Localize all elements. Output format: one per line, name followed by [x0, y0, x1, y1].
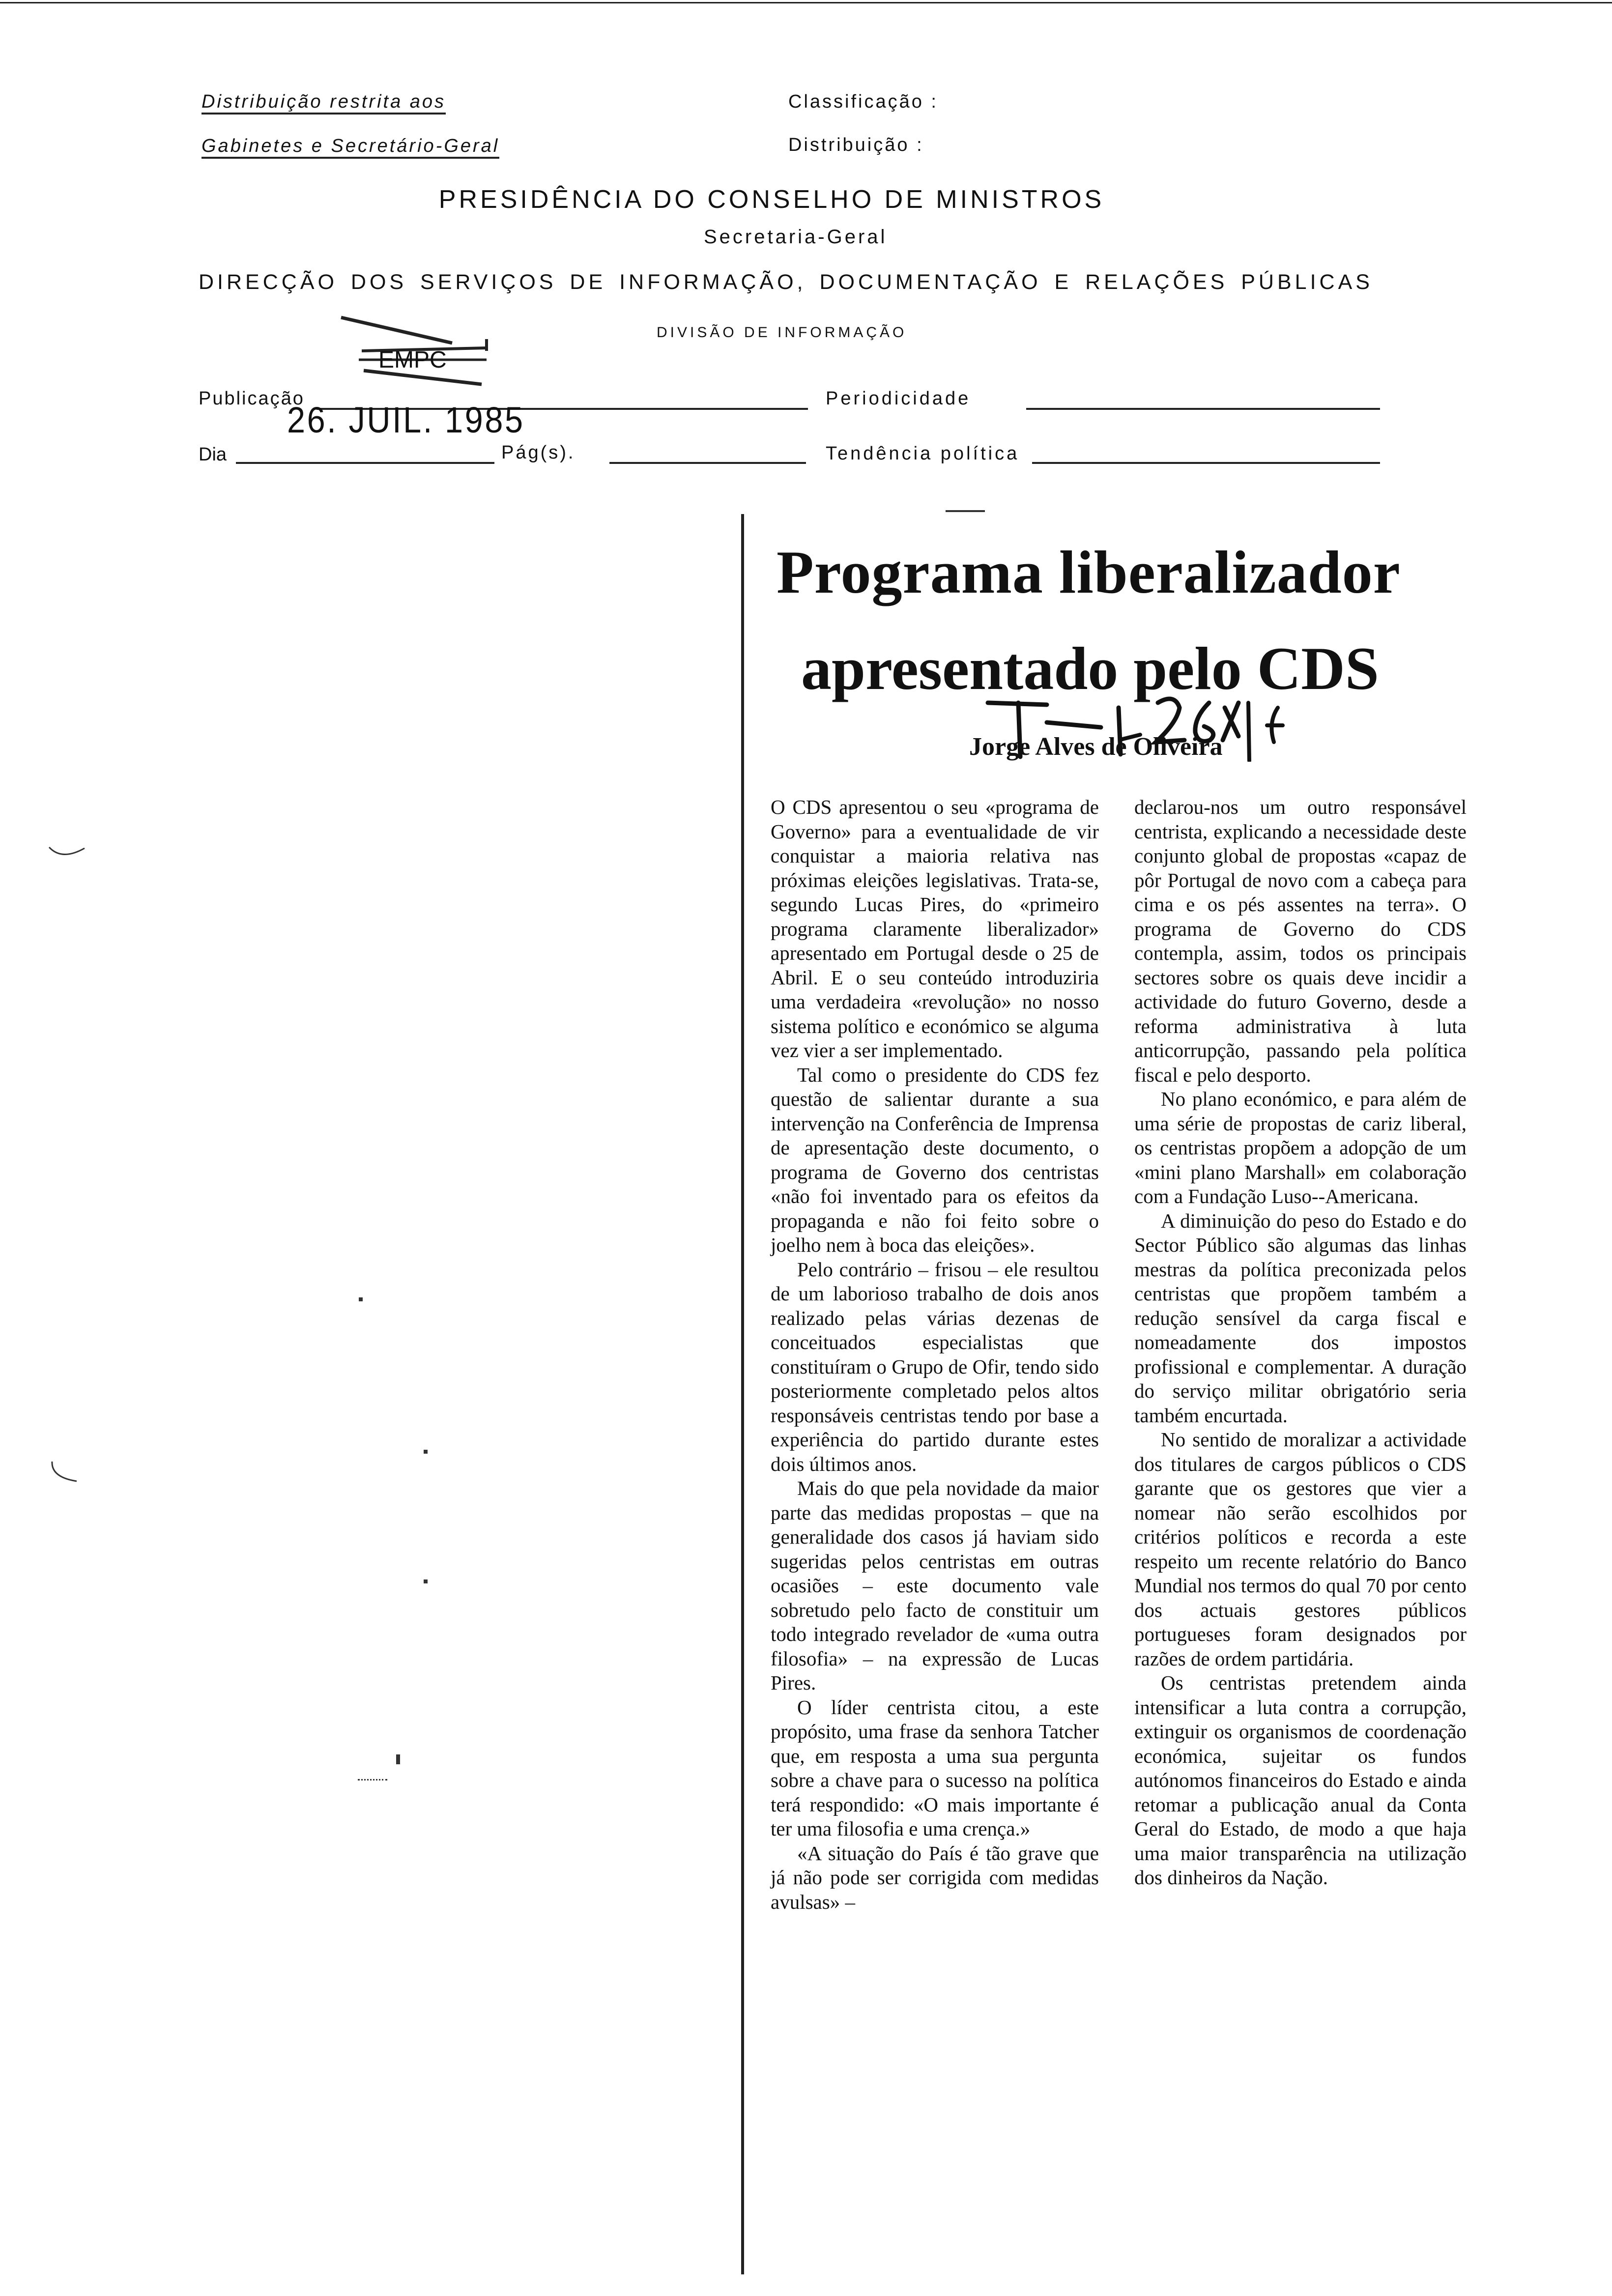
article-paragraph: Mais do que pela novidade da maior parte das medidas propostas – que na generalidade dos casos já haviam sido sugeridas pelos centristas em outras ocasiões – este documento vale sobretudo pelo facto de constituir um todo integrado revelador de «uma outra filosofia» – na expressão de Lucas Pires. [771, 1477, 1099, 1694]
article-paragraph: «A situação do País é tão grave que já não pode ser corrigida com medidas avulsas» – [771, 1841, 1099, 1913]
directorate-word: DOCUMENTAÇÃO [819, 270, 1041, 294]
pages-field-line [609, 462, 806, 464]
article-paragraph: declarou-nos um outro responsável centrista, explicando a necessidade deste conjunto global de propostas «capaz de pôr Portugal de novo com a cabeça para cima e os pés assentes na terra». O programa de Governo do CDS contempla, assim, todos os principais sectores sobre os quais deve incidir a actividade do futuro Governo, desde a reforma administrativa à luta anticorrupção, passando pela política fiscal e pelo desporto. [1134, 796, 1467, 1086]
distribution-note-line2: Gabinetes e Secretário-Geral [202, 136, 499, 159]
article-column-1 [771, 795, 1099, 1914]
institution-title-text: PRESIDÊNCIA DO CONSELHO DE MINISTROS [438, 185, 1105, 214]
directorate-word: DE [570, 270, 606, 294]
binding-hole-mark [47, 844, 86, 864]
publication-label: Publicação [199, 388, 305, 409]
speck [424, 1579, 428, 1583]
empc-logo [339, 311, 501, 389]
directorate-title [199, 270, 1373, 294]
distribution-label: Distribuição : [788, 135, 924, 155]
speck [424, 1450, 428, 1454]
article-column-2 [1134, 795, 1467, 1890]
speck [396, 1754, 400, 1764]
article-paragraph: O CDS apresentou o seu «programa de Governo» para a eventualidade de vir conquistar a maioria relativa nas próximas eleições legislativas. Trata-se, segundo Lucas Pires, do «primeiro programa claramente liberalizador» apresentado em Portugal desde o 25 de Abril. E o seu conteúdo introduziria uma verdadeira «revolução» no nosso sistema político e económico se alguma vez vier a ser implementado. [771, 796, 1099, 1062]
article-paragraph: No plano económico, e para além de uma série de propostas de cariz liberal, os centristas propõem a adopção de um «mini plano Marshall» em colaboração com a Fundação Luso--Americana. [1134, 1088, 1467, 1207]
speck [359, 1297, 363, 1301]
handwritten-annotation [973, 644, 1327, 762]
political-tendency-label: Tendência política [826, 443, 1020, 464]
periodicity-label: Periodicidade [826, 388, 971, 409]
day-label: Dia [199, 444, 227, 465]
institution-title [0, 185, 1612, 214]
page-top-border [0, 2, 1612, 3]
day-field-line [236, 462, 494, 464]
directorate-word: E [1054, 270, 1072, 294]
article-byline: Jorge Alves de Oliveira [969, 733, 1223, 761]
periodicity-field-line [1026, 408, 1380, 410]
article-paragraph: Tal como o presidente do CDS fez questão de salientar durante a sua intervenção na Conferência de Imprensa de apresentação deste documento, o programa de Governo dos centristas «não foi inventado para os efeitos da propaganda e não foi feito sobre o joelho nem à boca das eleições». [771, 1063, 1099, 1256]
directorate-word: DIRECÇÃO [199, 270, 338, 294]
directorate-word: DOS [350, 270, 407, 294]
speck [358, 1779, 387, 1782]
pages-label: Pág(s). [501, 442, 576, 463]
article-paragraph: A diminuição do peso do Estado e do Sector Público são algumas das linhas mestras da política preconizada pelos centristas que propõem também a redução sensível da carga fiscal e nomeadamente dos impostos profissional e complementar. A duração do serviço militar obrigatório seria também encurtada. [1134, 1209, 1467, 1427]
binding-hole-mark [47, 1460, 82, 1484]
article-headline-line2: apresentado pelo CDS [801, 635, 1379, 702]
clipping-margin-rule [741, 514, 744, 2274]
distribution-note-line1: Distribuição restrita aos [202, 91, 446, 115]
political-tendency-field-line [1032, 462, 1380, 464]
article-headline-line1: Programa liberalizador [777, 539, 1401, 606]
directorate-word: INFORMAÇÃO, [619, 270, 806, 294]
logo-text: EMPC [378, 347, 447, 373]
directorate-word: SERVIÇOS [420, 270, 557, 294]
clipping-dash [946, 510, 985, 512]
classification-label: Classificação : [788, 91, 938, 112]
secretariat-label: Secretaria-Geral [704, 226, 888, 248]
article-paragraph: O líder centrista citou, a este propósito, uma frase da senhora Tatcher que, em resposta a uma sua pergunta sobre a chave para o sucesso na política terá respondido: «O mais importante é ter uma filosofia e uma crença.» [771, 1695, 1099, 1840]
article-paragraph: Os centristas pretendem ainda intensificar a luta contra a corrupção, extinguir os organismos de coordenação económica, sujeitar os fundos autónomos financeiros do Estado e ainda retomar a publicação anual da Conta Geral do Estado, de modo a que haja uma maior transparência na utilização dos dinheiros da Nação. [1134, 1671, 1467, 1889]
division-label: DIVISÃO DE INFORMAÇÃO [657, 324, 907, 341]
directorate-word: PÚBLICAS [1241, 270, 1373, 294]
date-stamp: 26. JUIL. 1985 [287, 400, 525, 440]
directorate-word: RELAÇÕES [1085, 270, 1228, 294]
article-paragraph: Pelo contrário – frisou – ele resultou de um laborioso trabalho de dois anos realizado pelas várias dezenas de conceituados especialistas que constituíram o Grupo de Ofir, tendo sido posteriormente completado pelos altos responsáveis centristas tendo por base a experiência do partido durante estes dois últimos anos. [771, 1258, 1099, 1475]
article-paragraph: No sentido de moralizar a actividade dos titulares de cargos públicos o CDS garante que os gestores que vier a nomear não serão escolhidos por critérios políticos e recorda a este respeito um recente relatório do Banco Mundial nos termos do qual 70 por cento dos actuais gestores públicos portugueses foram designados por razões de ordem partidária. [1134, 1428, 1467, 1670]
